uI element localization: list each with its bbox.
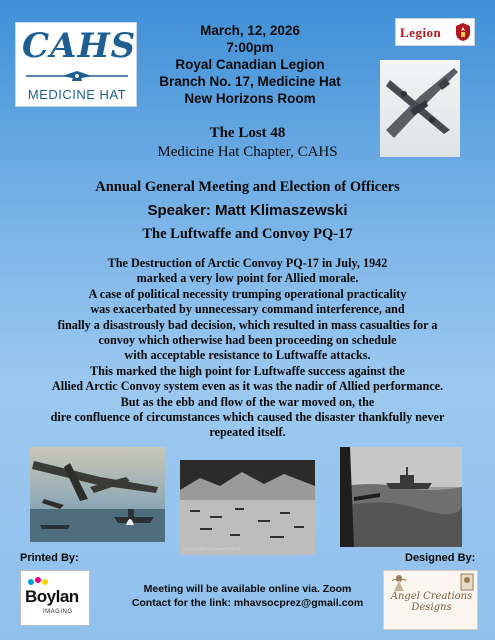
online-note [120,582,375,610]
chapter-name: Medicine Hat Chapter, CAHS [157,144,338,160]
description-line: This marked the high point for Luftwaffe success against the [90,363,405,378]
description-line: repeated itself. [209,425,286,440]
event-branch: Branch No. 17, Medicine Hat [159,74,341,89]
cahs-logo-subtitle: MEDICINE HAT [27,87,127,102]
ship-rough-sea-image [340,447,462,547]
boylan-imaging-logo [20,570,90,626]
convoy-fjord-photo [180,460,315,555]
boylan-logo-tag: IMAGING [43,609,73,615]
description-line: with acceptable resistance to Luftwaffe attacks. [124,348,371,363]
angel-logo-name-line1: Angel Creations [390,591,473,602]
description-line: But as the ebb and flow of the war moved on, the [120,394,375,409]
legion-crest-icon [455,22,471,42]
convoy-fjord-image [180,460,315,555]
description-line: convoy which otherwise had been proceeding on schedule [98,333,397,348]
bombers-attack-image [30,447,165,542]
angel-logo-name [384,591,479,613]
group-name-block [120,124,375,162]
cahs-logo-mark: CAHS [22,26,137,66]
description-line: finally a disastrously bad decision, which resulted in mass casualties for a [57,317,438,332]
designed-by-label: Designed By: [405,552,476,564]
angel-frame-icon [460,573,474,591]
bombers-attack-painting [30,447,165,542]
angel-figure-icon [390,573,408,593]
photo-caption: CONVOY PQ-17 IN HVALFJORDUR [183,547,241,551]
angel-logo-name-line2: Designs [411,602,452,613]
cahs-plane-icon [24,67,130,85]
event-venue: Royal Canadian Legion [175,57,325,72]
bomber-plane-icon [380,60,460,157]
boylan-logo-name: Boylan [25,587,79,606]
event-info [140,22,360,107]
event-date: March, 12, 2026 [200,23,300,38]
talk-title: The Luftwaffe and Convoy PQ-17 [142,226,353,242]
bomber-photo [380,60,460,157]
cahs-logo [15,22,137,107]
speaker-line: Speaker: Matt Klimaszewski [147,202,348,219]
description-line: dire confluence of circumstances which caused the disaster thankfully never [50,410,445,425]
printed-by-label: Printed By: [20,552,79,564]
online-note-line2: Contact for the link: mhavsocprez@gmail.com [131,597,364,609]
description-line: The Destruction of Arctic Convoy PQ-17 in July, 1942 [107,256,388,270]
description-line: was exacerbated by unnecessary command interference, and [90,302,405,317]
talk-description [20,256,475,441]
event-time: 7:00pm [226,40,274,55]
angel-creations-logo [383,570,478,630]
legion-logo [395,18,475,46]
legion-logo-word: Legion [400,25,442,40]
description-line: A case of political necessity trumping operational practicality [88,286,407,301]
ship-rough-sea-photo [340,447,462,547]
group-name: The Lost 48 [209,125,286,141]
online-note-line1: Meeting will be available online via. Zoom [143,583,352,595]
event-room: New Horizons Room [184,91,316,106]
description-line: marked a very low point for Allied morale. [136,271,359,286]
meeting-title: Annual General Meeting and Election of Officers [95,179,400,195]
description-line: Allied Arctic Convoy system even as it was the nadir of Allied performance. [51,379,444,394]
